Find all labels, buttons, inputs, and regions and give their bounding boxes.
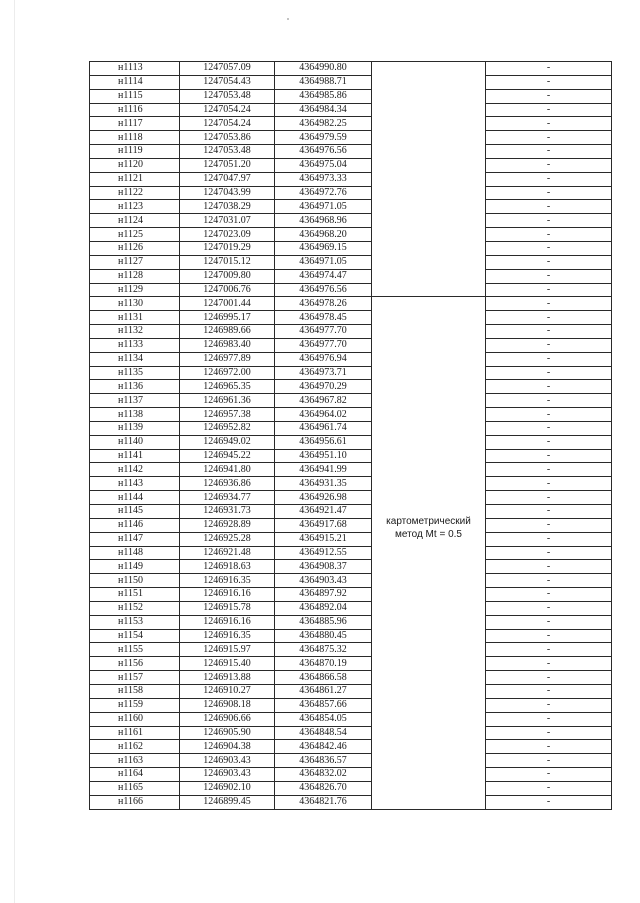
- point-name-cell: н1145: [90, 505, 180, 519]
- point-name-cell: н1122: [90, 186, 180, 200]
- table-row: [90, 62, 612, 76]
- note-cell: -: [486, 477, 612, 491]
- x-coordinate-cell: 1246957.38: [180, 408, 275, 422]
- table-row: [90, 172, 612, 186]
- x-coordinate-cell: 1246945.22: [180, 449, 275, 463]
- point-name-cell: н1126: [90, 241, 180, 255]
- y-coordinate-cell: 4364979.59: [275, 131, 372, 145]
- x-coordinate-cell: 1246915.40: [180, 657, 275, 671]
- point-name-cell: н1152: [90, 601, 180, 615]
- note-cell: -: [486, 75, 612, 89]
- point-name-cell: н1136: [90, 380, 180, 394]
- x-coordinate-cell: 1246972.00: [180, 366, 275, 380]
- y-coordinate-cell: 4364897.92: [275, 588, 372, 602]
- point-name-cell: н1146: [90, 518, 180, 532]
- note-cell: -: [486, 505, 612, 519]
- y-coordinate-cell: 4364915.21: [275, 532, 372, 546]
- point-name-cell: н1117: [90, 117, 180, 131]
- table-row: [90, 214, 612, 228]
- point-name-cell: н1162: [90, 740, 180, 754]
- point-name-cell: н1144: [90, 491, 180, 505]
- coordinates-table-body: [90, 62, 612, 810]
- table-row: [90, 574, 612, 588]
- note-cell: -: [486, 560, 612, 574]
- point-name-cell: н1125: [90, 228, 180, 242]
- x-coordinate-cell: 1246908.18: [180, 698, 275, 712]
- table-row: [90, 477, 612, 491]
- note-cell: -: [486, 491, 612, 505]
- note-cell: -: [486, 241, 612, 255]
- x-coordinate-cell: 1246928.89: [180, 518, 275, 532]
- point-name-cell: н1143: [90, 477, 180, 491]
- x-coordinate-cell: 1247031.07: [180, 214, 275, 228]
- table-row: [90, 754, 612, 768]
- note-cell: -: [486, 588, 612, 602]
- x-coordinate-cell: 1247054.24: [180, 117, 275, 131]
- table-row: [90, 588, 612, 602]
- x-coordinate-cell: 1246916.35: [180, 629, 275, 643]
- note-cell: -: [486, 117, 612, 131]
- note-cell: -: [486, 228, 612, 242]
- point-name-cell: н1160: [90, 712, 180, 726]
- x-coordinate-cell: 1246899.45: [180, 795, 275, 809]
- table-row: [90, 740, 612, 754]
- x-coordinate-cell: 1246916.35: [180, 574, 275, 588]
- x-coordinate-cell: 1247015.12: [180, 255, 275, 269]
- y-coordinate-cell: 4364861.27: [275, 684, 372, 698]
- y-coordinate-cell: 4364880.45: [275, 629, 372, 643]
- note-cell: -: [486, 740, 612, 754]
- table-row: [90, 449, 612, 463]
- y-coordinate-cell: 4364903.43: [275, 574, 372, 588]
- x-coordinate-cell: 1247001.44: [180, 297, 275, 311]
- point-name-cell: н1148: [90, 546, 180, 560]
- x-coordinate-cell: 1246905.90: [180, 726, 275, 740]
- method-text-line: картометрический: [386, 516, 471, 528]
- y-coordinate-cell: 4364976.94: [275, 352, 372, 366]
- point-name-cell: н1121: [90, 172, 180, 186]
- note-cell: -: [486, 311, 612, 325]
- y-coordinate-cell: 4364842.46: [275, 740, 372, 754]
- note-cell: -: [486, 380, 612, 394]
- point-name-cell: н1166: [90, 795, 180, 809]
- table-row: [90, 325, 612, 339]
- table-row: [90, 726, 612, 740]
- point-name-cell: н1149: [90, 560, 180, 574]
- note-cell: -: [486, 532, 612, 546]
- x-coordinate-cell: 1246934.77: [180, 491, 275, 505]
- point-name-cell: н1138: [90, 408, 180, 422]
- note-cell: -: [486, 131, 612, 145]
- method-text-line: метод Mt = 0.5: [395, 529, 462, 541]
- coordinates-table: [89, 61, 612, 810]
- y-coordinate-cell: 4364931.35: [275, 477, 372, 491]
- table-row: [90, 394, 612, 408]
- table-row: [90, 186, 612, 200]
- x-coordinate-cell: 1246918.63: [180, 560, 275, 574]
- y-coordinate-cell: 4364832.02: [275, 768, 372, 782]
- y-coordinate-cell: 4364848.54: [275, 726, 372, 740]
- y-coordinate-cell: 4364875.32: [275, 643, 372, 657]
- scan-edge-line: [14, 0, 15, 903]
- x-coordinate-cell: 1246961.36: [180, 394, 275, 408]
- x-coordinate-cell: 1247047.97: [180, 172, 275, 186]
- method-cell: [372, 297, 486, 809]
- y-coordinate-cell: 4364968.96: [275, 214, 372, 228]
- y-coordinate-cell: 4364985.86: [275, 89, 372, 103]
- x-coordinate-cell: 1246910.27: [180, 684, 275, 698]
- table-row: [90, 297, 612, 311]
- x-coordinate-cell: 1246915.97: [180, 643, 275, 657]
- note-cell: -: [486, 62, 612, 76]
- table-row: [90, 200, 612, 214]
- x-coordinate-cell: 1246903.43: [180, 754, 275, 768]
- note-cell: -: [486, 186, 612, 200]
- table-row: [90, 311, 612, 325]
- note-cell: -: [486, 158, 612, 172]
- y-coordinate-cell: 4364969.15: [275, 241, 372, 255]
- x-coordinate-cell: 1246921.48: [180, 546, 275, 560]
- y-coordinate-cell: 4364976.56: [275, 145, 372, 159]
- y-coordinate-cell: 4364973.33: [275, 172, 372, 186]
- table-row: [90, 89, 612, 103]
- table-row: [90, 158, 612, 172]
- point-name-cell: н1137: [90, 394, 180, 408]
- table-row: [90, 601, 612, 615]
- table-row: [90, 408, 612, 422]
- y-coordinate-cell: 4364892.04: [275, 601, 372, 615]
- note-cell: -: [486, 657, 612, 671]
- y-coordinate-cell: 4364977.70: [275, 338, 372, 352]
- y-coordinate-cell: 4364982.25: [275, 117, 372, 131]
- table-row: [90, 228, 612, 242]
- y-coordinate-cell: 4364908.37: [275, 560, 372, 574]
- point-name-cell: н1119: [90, 145, 180, 159]
- note-cell: -: [486, 435, 612, 449]
- note-cell: -: [486, 712, 612, 726]
- note-cell: -: [486, 89, 612, 103]
- x-coordinate-cell: 1246941.80: [180, 463, 275, 477]
- table-row: [90, 795, 612, 809]
- y-coordinate-cell: 4364956.61: [275, 435, 372, 449]
- point-name-cell: н1159: [90, 698, 180, 712]
- point-name-cell: н1133: [90, 338, 180, 352]
- table-row: [90, 421, 612, 435]
- point-name-cell: н1153: [90, 615, 180, 629]
- method-cell-upper: [372, 62, 486, 297]
- table-row: [90, 629, 612, 643]
- point-name-cell: н1154: [90, 629, 180, 643]
- x-coordinate-cell: 1246931.73: [180, 505, 275, 519]
- x-coordinate-cell: 1247054.43: [180, 75, 275, 89]
- note-cell: -: [486, 200, 612, 214]
- x-coordinate-cell: 1247009.80: [180, 269, 275, 283]
- table-row: [90, 380, 612, 394]
- y-coordinate-cell: 4364836.57: [275, 754, 372, 768]
- y-coordinate-cell: 4364973.71: [275, 366, 372, 380]
- x-coordinate-cell: 1246952.82: [180, 421, 275, 435]
- table-row: [90, 366, 612, 380]
- y-coordinate-cell: 4364857.66: [275, 698, 372, 712]
- table-row: [90, 338, 612, 352]
- x-coordinate-cell: 1247053.48: [180, 145, 275, 159]
- note-cell: -: [486, 297, 612, 311]
- point-name-cell: н1127: [90, 255, 180, 269]
- point-name-cell: н1155: [90, 643, 180, 657]
- x-coordinate-cell: 1247053.86: [180, 131, 275, 145]
- point-name-cell: н1161: [90, 726, 180, 740]
- point-name-cell: н1131: [90, 311, 180, 325]
- x-coordinate-cell: 1247053.48: [180, 89, 275, 103]
- table-row: [90, 75, 612, 89]
- note-cell: -: [486, 352, 612, 366]
- point-name-cell: н1157: [90, 671, 180, 685]
- x-coordinate-cell: 1247057.09: [180, 62, 275, 76]
- y-coordinate-cell: 4364976.56: [275, 283, 372, 297]
- note-cell: -: [486, 103, 612, 117]
- x-coordinate-cell: 1246916.16: [180, 588, 275, 602]
- table-row: [90, 117, 612, 131]
- note-cell: -: [486, 518, 612, 532]
- point-name-cell: н1132: [90, 325, 180, 339]
- y-coordinate-cell: 4364926.98: [275, 491, 372, 505]
- x-coordinate-cell: 1246906.66: [180, 712, 275, 726]
- note-cell: -: [486, 574, 612, 588]
- note-cell: -: [486, 546, 612, 560]
- table-row: [90, 532, 612, 546]
- note-cell: -: [486, 768, 612, 782]
- note-cell: -: [486, 408, 612, 422]
- table-row: [90, 241, 612, 255]
- x-coordinate-cell: 1246925.28: [180, 532, 275, 546]
- note-cell: -: [486, 615, 612, 629]
- table-row: [90, 546, 612, 560]
- scan-speck: [287, 18, 289, 20]
- point-name-cell: н1147: [90, 532, 180, 546]
- note-cell: -: [486, 449, 612, 463]
- point-name-cell: н1139: [90, 421, 180, 435]
- table-row: [90, 657, 612, 671]
- note-cell: -: [486, 795, 612, 809]
- y-coordinate-cell: 4364921.47: [275, 505, 372, 519]
- y-coordinate-cell: 4364964.02: [275, 408, 372, 422]
- point-name-cell: н1164: [90, 768, 180, 782]
- x-coordinate-cell: 1247006.76: [180, 283, 275, 297]
- table-row: [90, 255, 612, 269]
- y-coordinate-cell: 4364951.10: [275, 449, 372, 463]
- note-cell: -: [486, 684, 612, 698]
- note-cell: -: [486, 754, 612, 768]
- table-row: [90, 463, 612, 477]
- x-coordinate-cell: 1246949.02: [180, 435, 275, 449]
- point-name-cell: н1114: [90, 75, 180, 89]
- table-row: [90, 491, 612, 505]
- table-row: [90, 505, 612, 519]
- y-coordinate-cell: 4364984.34: [275, 103, 372, 117]
- note-cell: -: [486, 325, 612, 339]
- note-cell: -: [486, 338, 612, 352]
- point-name-cell: н1129: [90, 283, 180, 297]
- note-cell: -: [486, 601, 612, 615]
- note-cell: -: [486, 629, 612, 643]
- table-row: [90, 712, 612, 726]
- y-coordinate-cell: 4364967.82: [275, 394, 372, 408]
- x-coordinate-cell: 1246904.38: [180, 740, 275, 754]
- x-coordinate-cell: 1246913.88: [180, 671, 275, 685]
- note-cell: -: [486, 394, 612, 408]
- x-coordinate-cell: 1246977.89: [180, 352, 275, 366]
- table-row: [90, 131, 612, 145]
- note-cell: -: [486, 283, 612, 297]
- y-coordinate-cell: 4364870.19: [275, 657, 372, 671]
- point-name-cell: н1151: [90, 588, 180, 602]
- y-coordinate-cell: 4364912.55: [275, 546, 372, 560]
- x-coordinate-cell: 1246965.35: [180, 380, 275, 394]
- y-coordinate-cell: 4364971.05: [275, 255, 372, 269]
- note-cell: -: [486, 172, 612, 186]
- note-cell: -: [486, 366, 612, 380]
- table-row: [90, 518, 612, 532]
- note-cell: -: [486, 643, 612, 657]
- table-row: [90, 269, 612, 283]
- y-coordinate-cell: 4364974.47: [275, 269, 372, 283]
- note-cell: -: [486, 269, 612, 283]
- x-coordinate-cell: 1246989.66: [180, 325, 275, 339]
- table-row: [90, 698, 612, 712]
- point-name-cell: н1120: [90, 158, 180, 172]
- point-name-cell: н1135: [90, 366, 180, 380]
- y-coordinate-cell: 4364961.74: [275, 421, 372, 435]
- point-name-cell: н1113: [90, 62, 180, 76]
- point-name-cell: н1140: [90, 435, 180, 449]
- point-name-cell: н1163: [90, 754, 180, 768]
- y-coordinate-cell: 4364917.68: [275, 518, 372, 532]
- y-coordinate-cell: 4364990.80: [275, 62, 372, 76]
- note-cell: -: [486, 214, 612, 228]
- note-cell: -: [486, 726, 612, 740]
- x-coordinate-cell: 1246903.43: [180, 768, 275, 782]
- table-row: [90, 145, 612, 159]
- point-name-cell: н1134: [90, 352, 180, 366]
- table-row: [90, 671, 612, 685]
- y-coordinate-cell: 4364977.70: [275, 325, 372, 339]
- y-coordinate-cell: 4364941.99: [275, 463, 372, 477]
- x-coordinate-cell: 1246995.17: [180, 311, 275, 325]
- table-row: [90, 684, 612, 698]
- y-coordinate-cell: 4364971.05: [275, 200, 372, 214]
- y-coordinate-cell: 4364826.70: [275, 781, 372, 795]
- note-cell: -: [486, 671, 612, 685]
- point-name-cell: н1130: [90, 297, 180, 311]
- x-coordinate-cell: 1247043.99: [180, 186, 275, 200]
- x-coordinate-cell: 1246902.10: [180, 781, 275, 795]
- point-name-cell: н1150: [90, 574, 180, 588]
- x-coordinate-cell: 1246916.16: [180, 615, 275, 629]
- note-cell: -: [486, 698, 612, 712]
- x-coordinate-cell: 1246915.78: [180, 601, 275, 615]
- table-row: [90, 283, 612, 297]
- x-coordinate-cell: 1247051.20: [180, 158, 275, 172]
- point-name-cell: н1165: [90, 781, 180, 795]
- note-cell: -: [486, 421, 612, 435]
- x-coordinate-cell: 1247038.29: [180, 200, 275, 214]
- x-coordinate-cell: 1246936.86: [180, 477, 275, 491]
- y-coordinate-cell: 4364975.04: [275, 158, 372, 172]
- point-name-cell: н1124: [90, 214, 180, 228]
- table-row: [90, 352, 612, 366]
- x-coordinate-cell: 1247054.24: [180, 103, 275, 117]
- note-cell: -: [486, 463, 612, 477]
- point-name-cell: н1156: [90, 657, 180, 671]
- y-coordinate-cell: 4364854.05: [275, 712, 372, 726]
- point-name-cell: н1141: [90, 449, 180, 463]
- point-name-cell: н1118: [90, 131, 180, 145]
- y-coordinate-cell: 4364821.76: [275, 795, 372, 809]
- point-name-cell: н1128: [90, 269, 180, 283]
- x-coordinate-cell: 1247019.29: [180, 241, 275, 255]
- y-coordinate-cell: 4364885.96: [275, 615, 372, 629]
- point-name-cell: н1115: [90, 89, 180, 103]
- table-row: [90, 615, 612, 629]
- table-row: [90, 768, 612, 782]
- note-cell: -: [486, 145, 612, 159]
- table-row: [90, 103, 612, 117]
- table-row: [90, 560, 612, 574]
- table-row: [90, 781, 612, 795]
- y-coordinate-cell: 4364970.29: [275, 380, 372, 394]
- y-coordinate-cell: 4364972.76: [275, 186, 372, 200]
- x-coordinate-cell: 1247023.09: [180, 228, 275, 242]
- y-coordinate-cell: 4364988.71: [275, 75, 372, 89]
- y-coordinate-cell: 4364978.26: [275, 297, 372, 311]
- y-coordinate-cell: 4364978.45: [275, 311, 372, 325]
- point-name-cell: н1116: [90, 103, 180, 117]
- note-cell: -: [486, 255, 612, 269]
- point-name-cell: н1158: [90, 684, 180, 698]
- point-name-cell: н1123: [90, 200, 180, 214]
- y-coordinate-cell: 4364968.20: [275, 228, 372, 242]
- table-row: [90, 435, 612, 449]
- y-coordinate-cell: 4364866.58: [275, 671, 372, 685]
- note-cell: -: [486, 781, 612, 795]
- table-row: [90, 643, 612, 657]
- x-coordinate-cell: 1246983.40: [180, 338, 275, 352]
- point-name-cell: н1142: [90, 463, 180, 477]
